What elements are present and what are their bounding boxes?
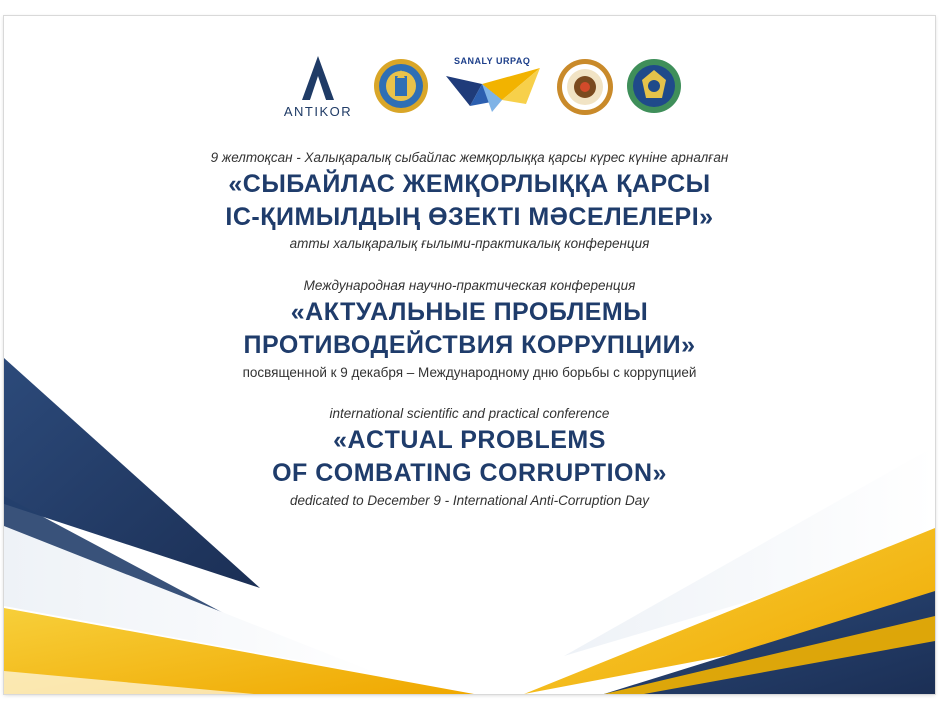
russian-title-line2: ПРОТИВОДЕЙСТВИЯ КОРРУПЦИИ»: [243, 331, 696, 359]
kazakh-title-line2: ІС-ҚИМЫЛДЫҢ ӨЗЕКТІ МӘСЕЛЕЛЕРІ»: [225, 203, 714, 231]
kazakh-title-line1: «СЫБАЙЛАС ЖЕМҚОРЛЫҚҚА ҚАРСЫ: [228, 170, 711, 198]
sanaly-urpaq-logo-icon: [442, 54, 544, 116]
english-intro: international scientific and practical conference: [329, 406, 610, 421]
kazakh-intro: 9 желтоқсан - Халықаралық сыбайлас жемқорлыққа қарсы күрес күніне арналған: [210, 150, 729, 165]
kazakh-outro: атты халықаралық ғылыми-практикалық конференция: [289, 236, 650, 251]
antikor-a-icon: [276, 54, 360, 104]
english-outro: dedicated to December 9 - International Anti-Corruption Day: [290, 493, 649, 508]
russian-title-line1: «АКТУАЛЬНЫЕ ПРОБЛЕМЫ: [290, 298, 649, 326]
academy-emblem-icon: [626, 58, 682, 114]
english-title-line1: «ACTUAL PROBLEMS: [333, 426, 606, 454]
conference-poster: [4, 16, 935, 694]
sanaly-urpaq-wordmark: SANALY URPAQ: [454, 56, 531, 66]
partner-logos: [4, 48, 935, 120]
state-emblem-icon: [373, 58, 429, 114]
antikor-wordmark: ANTIKOR: [283, 104, 353, 119]
english-title-line2: OF COMBATING CORRUPTION»: [272, 459, 667, 487]
russian-outro: посвященной к 9 декабря – Международному дню борьбы с коррупцией: [242, 365, 697, 380]
russian-intro: Международная научно-практическая конференция: [303, 278, 636, 293]
university-emblem-icon: [556, 58, 614, 116]
antikor-logo-icon: [276, 54, 360, 120]
